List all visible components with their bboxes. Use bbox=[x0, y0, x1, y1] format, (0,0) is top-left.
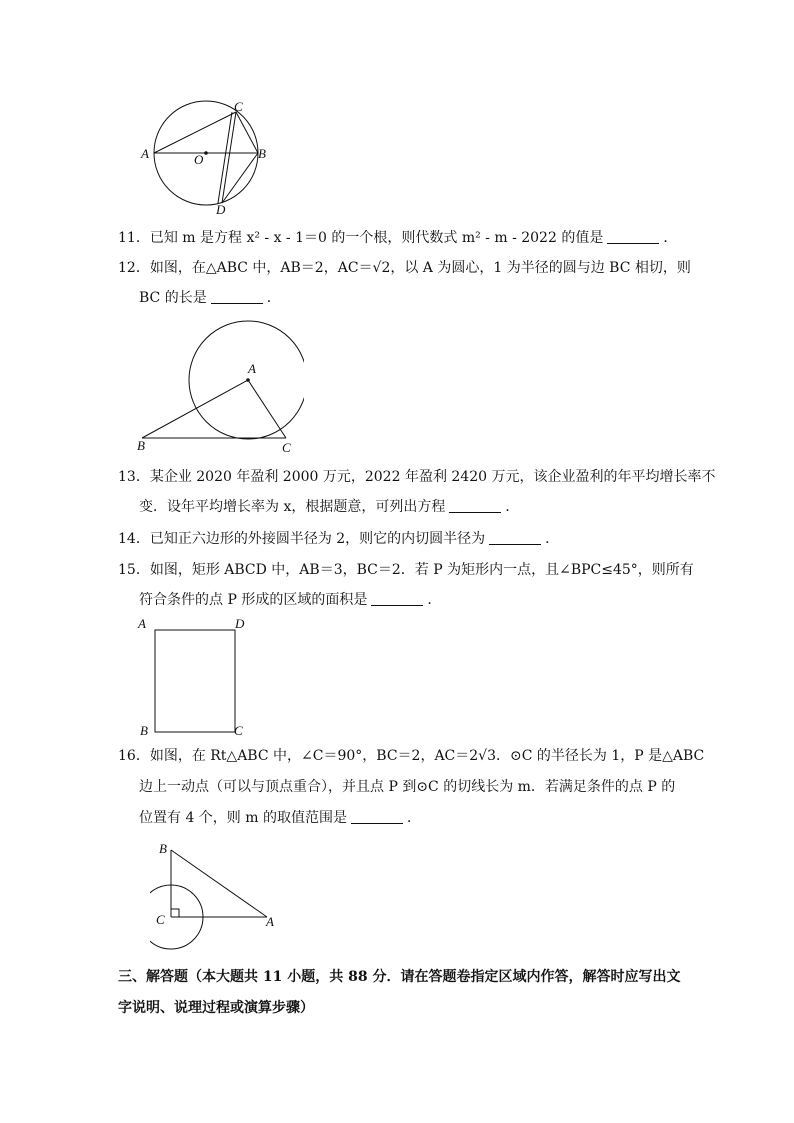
question-11-text: 11．已知 m 是方程 x² - x - 1＝0 的一个根，则代数式 m² - m - 2022 的值是 bbox=[118, 230, 604, 246]
figure-tangent-circle bbox=[134, 318, 304, 458]
question-15-line1: 15．如图，矩形 ABCD 中，AB＝3，BC＝2．若 P 为矩形内一点，且∠BPC≤45°，则所有 bbox=[118, 562, 694, 578]
label-a: A bbox=[266, 914, 274, 929]
answer-blank[interactable] bbox=[351, 809, 403, 824]
question-14 bbox=[118, 528, 559, 550]
label-c: C bbox=[282, 440, 291, 455]
center-point-o bbox=[204, 151, 208, 155]
period: ． bbox=[545, 531, 560, 547]
section-3-heading bbox=[118, 966, 680, 1019]
label-o: O bbox=[194, 152, 204, 167]
center-point-a bbox=[246, 378, 250, 382]
answer-blank[interactable] bbox=[489, 530, 541, 545]
segment-ad bbox=[218, 112, 232, 203]
question-12-line1: 12．如图，在△ABC 中，AB＝2，AC＝√2，以 A 为圆心，1 为半径的圆与边 BC 相切，则 bbox=[118, 260, 691, 276]
section-3-line1: 三、解答题（本大题共 11 小题，共 88 分．请在答题卷指定区域内作答，解答时应写出文 bbox=[118, 969, 681, 985]
question-16-line2: 边上一动点（可以与顶点重合），并且点 P 到⊙C 的切线长为 m．若满足条件的点 P 的 bbox=[139, 779, 676, 795]
period: ． bbox=[427, 592, 442, 608]
label-c: C bbox=[156, 912, 165, 927]
segment-bd bbox=[222, 153, 258, 203]
label-d: D bbox=[216, 202, 226, 217]
question-15 bbox=[118, 559, 694, 611]
question-12-line2: BC 的长是 bbox=[139, 290, 207, 306]
label-d: D bbox=[235, 616, 245, 631]
question-13-line2: 变．设年平均增长率为 x，根据题意，可列出方程 bbox=[139, 499, 446, 515]
period: ． bbox=[505, 499, 520, 515]
answer-blank[interactable] bbox=[449, 498, 501, 513]
answer-blank[interactable] bbox=[211, 289, 263, 304]
segment-ab bbox=[142, 380, 248, 438]
period: ． bbox=[266, 290, 281, 306]
question-11 bbox=[118, 227, 677, 249]
label-a: A bbox=[248, 361, 256, 376]
figure-circle-diameter bbox=[140, 100, 280, 220]
label-b: B bbox=[159, 841, 167, 856]
segment-ac bbox=[154, 112, 236, 153]
label-a: A bbox=[141, 146, 149, 161]
label-b: B bbox=[137, 438, 145, 453]
segment-cb bbox=[236, 112, 258, 153]
segment-cd bbox=[222, 112, 236, 203]
label-b: B bbox=[258, 146, 266, 161]
answer-blank[interactable] bbox=[371, 591, 423, 606]
label-c: C bbox=[234, 723, 243, 738]
figure-right-triangle bbox=[150, 838, 290, 958]
question-12 bbox=[118, 257, 691, 309]
question-16-line3: 位置有 4 个，则 m 的取值范围是 bbox=[139, 810, 347, 826]
right-angle-mark bbox=[171, 909, 179, 917]
section-3-line2: 字说明、说理过程或演算步骤） bbox=[118, 1000, 314, 1016]
question-15-line2: 符合条件的点 P 形成的区域的面积是 bbox=[139, 592, 368, 608]
segment-ac bbox=[248, 380, 286, 438]
question-13-line1: 13．某企业 2020 年盈利 2000 万元，2022 年盈利 2420 万元，该企业盈利的年平均增长率不 bbox=[118, 469, 716, 485]
segment-ab bbox=[171, 850, 267, 917]
period: ． bbox=[663, 230, 678, 246]
question-16 bbox=[118, 745, 704, 829]
label-a: A bbox=[138, 616, 146, 631]
answer-blank[interactable] bbox=[607, 229, 659, 244]
question-14-text: 14．已知正六边形的外接圆半径为 2，则它的内切圆半径为 bbox=[118, 531, 486, 547]
figure-rectangle bbox=[136, 614, 256, 742]
question-13 bbox=[118, 466, 715, 518]
rectangle-abcd bbox=[155, 630, 235, 732]
label-c: C bbox=[234, 100, 243, 114]
label-b: B bbox=[140, 723, 148, 738]
period: ． bbox=[406, 810, 421, 826]
question-16-line1: 16．如图，在 Rt△ABC 中，∠C＝90°，BC＝2，AC＝2√3．⊙C 的半径长为 1，P 是△ABC bbox=[118, 748, 705, 764]
